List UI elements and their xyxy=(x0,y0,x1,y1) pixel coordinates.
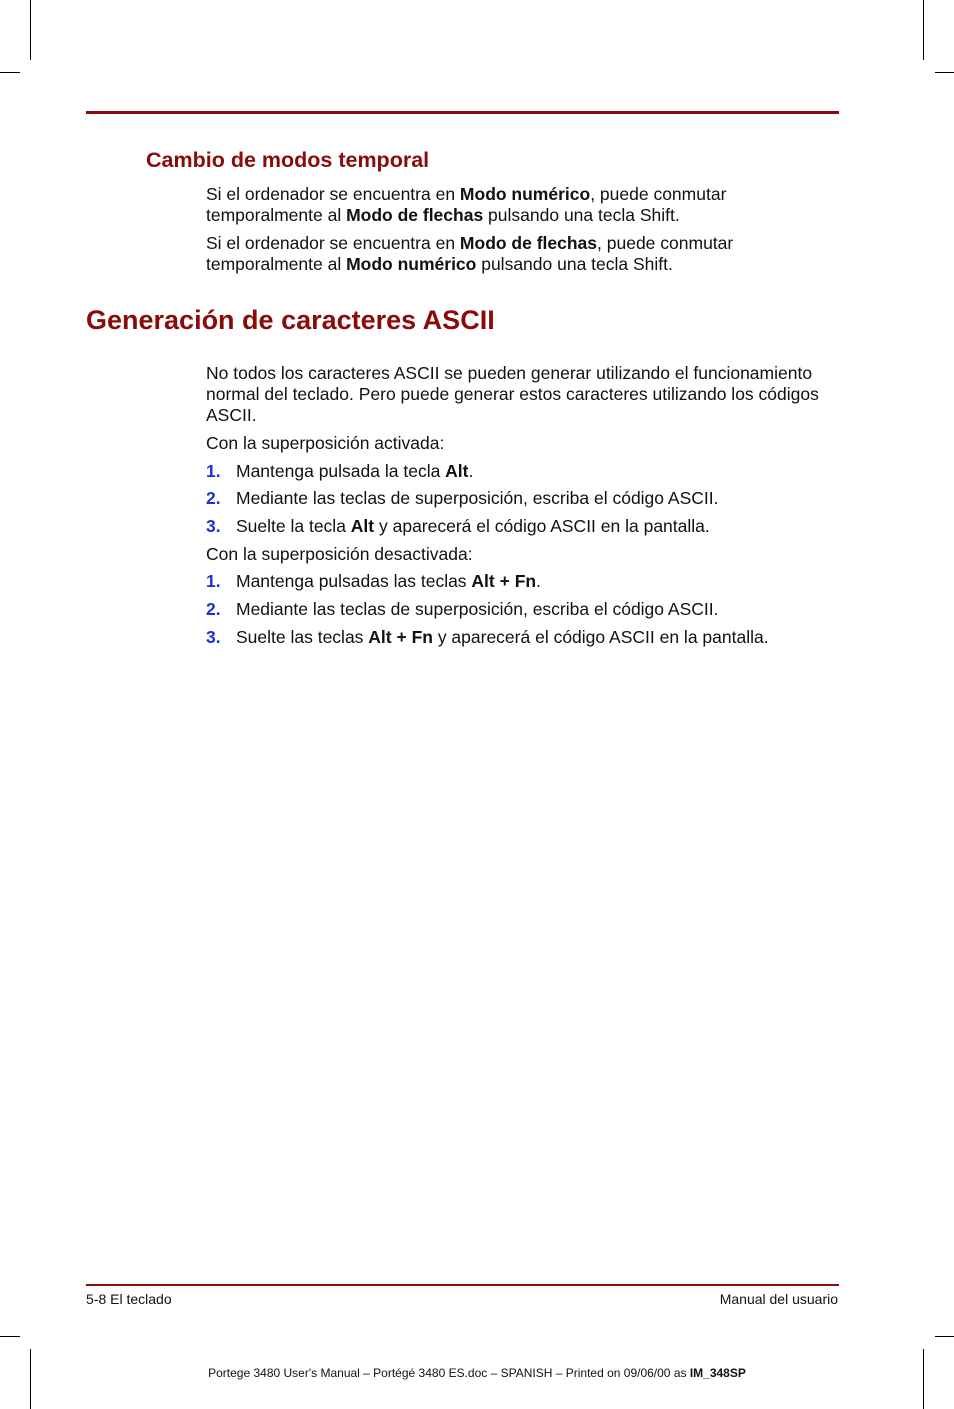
paragraph-arrow-mode: Si el ordenador se encuentra en Modo de flechas, puede conmutar temporalmente al Modo numérico pulsando una tecla Shift. xyxy=(206,233,734,274)
header-rule xyxy=(86,111,839,114)
footer-rule xyxy=(86,1284,839,1286)
section-heading: Cambio de modos temporal xyxy=(146,148,430,172)
step-text: Suelte la tecla Alt y aparecerá el código ASCII en la pantalla. xyxy=(236,516,710,536)
step-text: Mantenga pulsadas las teclas Alt + Fn. xyxy=(236,571,541,591)
intro-paragraph: No todos los caracteres ASCII se pueden generar utilizando el funcionamiento normal del teclado. Pero puede generar estos caracteres utilizando los códigos ASCII. xyxy=(206,363,819,425)
paragraph-numeric-mode: Si el ordenador se encuentra en Modo numérico, puede conmutar temporalmente al Modo de flechas pulsando una tecla Shift. xyxy=(206,184,727,225)
print-info: Portege 3480 User's Manual – Portégé 3480 ES.doc – SPANISH – Printed on 09/06/00 as IM_348SP xyxy=(208,1366,746,1380)
footer-manual-title: Manual del usuario xyxy=(719,1291,838,1307)
crop-mark xyxy=(0,1336,20,1337)
crop-mark xyxy=(935,72,954,73)
step-number: 3. xyxy=(206,627,221,647)
step-number: 3. xyxy=(206,516,221,536)
main-heading: Generación de caracteres ASCII xyxy=(86,305,495,335)
step-number: 1. xyxy=(206,571,221,591)
crop-mark xyxy=(30,0,31,60)
step-number: 1. xyxy=(206,461,221,481)
step-text: Mediante las teclas de superposición, escriba el código ASCII. xyxy=(236,488,719,508)
footer-page-label: 5-8 El teclado xyxy=(86,1291,172,1307)
crop-mark xyxy=(935,1336,954,1337)
step-number: 2. xyxy=(206,599,221,619)
step-text: Mediante las teclas de superposición, escriba el código ASCII. xyxy=(236,599,719,619)
crop-mark xyxy=(923,0,924,60)
crop-mark xyxy=(0,72,20,73)
overlay-off-label: Con la superposición desactivada: xyxy=(206,544,473,564)
step-text: Mantenga pulsada la tecla Alt. xyxy=(236,461,474,481)
step-number: 2. xyxy=(206,488,221,508)
overlay-on-label: Con la superposición activada: xyxy=(206,433,445,453)
step-text: Suelte las teclas Alt + Fn y aparecerá el código ASCII en la pantalla. xyxy=(236,627,769,647)
